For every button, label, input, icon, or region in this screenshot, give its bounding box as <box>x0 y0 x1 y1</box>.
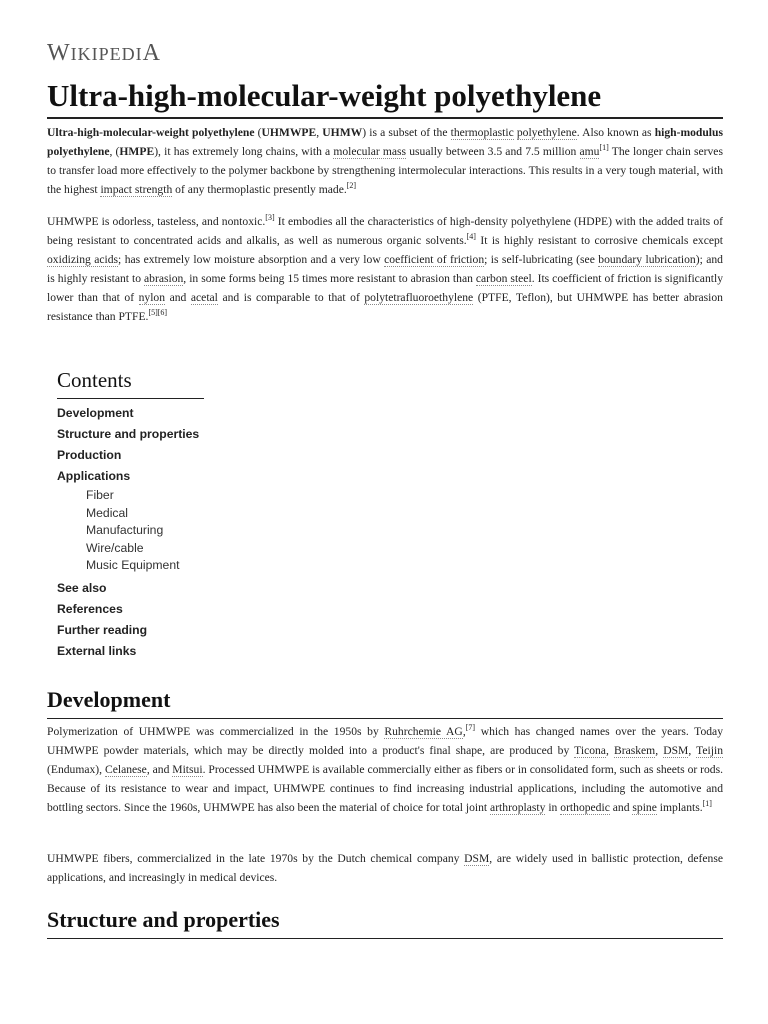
toc-subitem-medical[interactable]: Medical <box>86 505 128 520</box>
toc-item-see-also[interactable]: See also <box>57 580 107 595</box>
bold-term: UHMWPE <box>261 126 317 139</box>
development-paragraph-2: UHMWPE fibers, commercialized in the late 1970s by the Dutch chemical company DSM, are widely used in ballistic protection, defense applications, and increasingly in medical devices. <box>47 852 723 884</box>
intro-paragraph-1: Ultra-high-molecular-weight polyethylene (UHMWPE, UHMW) is a subset of the thermoplastic polyethylene. Also known as high-modulus polyethylene, (HMPE), it has extremely long chains, with a molecular mass usually between 3.5 and 7.5 million amu[1] The longer chain serves to transfer load more effectively to the polymer backbone by strengthening intermolecular interactions. This results in a very tough material, with the highest impact strength of any thermoplastic presently made.[2] <box>47 126 723 196</box>
link-nylon[interactable]: nylon <box>138 291 166 304</box>
wikipedia-logo[interactable]: WIKIPEDIA <box>47 40 161 66</box>
toc-item-development[interactable]: Development <box>57 406 134 420</box>
reference-4[interactable]: [4] <box>466 232 476 242</box>
reference-1[interactable]: [1] <box>599 143 609 153</box>
link-oxidizing-acids[interactable]: oxidizing acids <box>47 253 119 266</box>
link-dsm[interactable]: DSM <box>464 852 490 865</box>
link-abrasion[interactable]: abrasion <box>144 272 184 285</box>
link-thermoplastic[interactable]: thermoplastic <box>450 126 514 139</box>
toc-list <box>57 403 357 662</box>
link-ruhrchemie-ag[interactable]: Ruhrchemie AG <box>384 725 463 738</box>
link-spine[interactable]: spine <box>632 801 657 814</box>
toc-item-further-reading[interactable]: Further reading <box>57 622 148 637</box>
reference-5-6[interactable]: [5][6] <box>148 308 168 318</box>
toc-item-external-links[interactable]: External links <box>57 643 137 658</box>
link-coefficient-of-friction[interactable]: coefficient of friction <box>384 253 485 266</box>
link-braskem[interactable]: Braskem <box>613 744 656 757</box>
section-heading-development: Development <box>47 686 723 719</box>
link-mitsui[interactable]: Mitsui <box>172 763 203 776</box>
reference-7[interactable]: [7] <box>465 723 476 733</box>
link-carbon-steel[interactable]: carbon steel <box>475 272 532 285</box>
toc-subitem-music-equipment[interactable]: Music Equipment <box>86 558 180 572</box>
reference-3[interactable]: [3] <box>265 213 275 223</box>
link-teijin[interactable]: Teijin <box>696 744 724 757</box>
link-boundary-lubrication[interactable]: boundary lubrication <box>598 253 696 266</box>
toc-item-production[interactable]: Production <box>57 448 122 462</box>
link-polytetrafluoroethylene[interactable]: polytetrafluoroethylene <box>364 291 474 304</box>
link-arthroplasty[interactable]: arthroplasty <box>490 801 546 814</box>
link-orthopedic[interactable]: orthopedic <box>560 801 610 814</box>
bold-term: high-modulus polyethylene <box>47 126 723 158</box>
reference-2[interactable]: [2] <box>346 181 357 191</box>
link-acetal[interactable]: acetal <box>190 291 218 304</box>
toc-item-references[interactable]: References <box>57 601 123 616</box>
bold-term: HMPE <box>119 145 155 158</box>
bold-term: Ultra-high-molecular-weight polyethylene <box>47 126 255 139</box>
development-paragraph-1: Polymerization of UHMWPE was commercialized in the 1950s by Ruhrchemie AG,[7] which has changed names over the years. Today UHMWPE powder materials, which may be directly molded into a product's final shape, are produced by Ticona, Braskem, DSM, Teijin (Endumax), Celanese, and Mitsui. Processed UHMWPE is available commercially either as fibers or in consolidated form, such as sheets or rods. Because of its resistance to wear and impact, UHMWPE continues to find increasing industrial applications, including the automotive and bottling sectors. Since the 1960s, UHMWPE has also been the material of choice for total joint arthroplasty in orthopedic and spine implants.[1] <box>47 723 724 814</box>
link-impact-strength[interactable]: impact strength <box>100 183 173 196</box>
section-heading-structure-and-properties: Structure and properties <box>47 906 723 939</box>
toc-item-applications[interactable]: Applications <box>57 469 131 483</box>
toc-subitem-fiber[interactable]: Fiber <box>86 488 114 502</box>
link-dsm[interactable]: DSM <box>663 744 689 757</box>
toc-subitem-manufacturing[interactable]: Manufacturing <box>86 523 164 537</box>
table-of-contents <box>57 368 357 662</box>
intro-paragraph-2: UHMWPE is odorless, tasteless, and nontoxic.[3] It embodies all the characteristics of high-density polyethylene (HDPE) with the added traits of being resistant to concentrated acids and alkalis, as well as numerous organic solvents.[4] It is highly resistant to corrosive chemicals except oxidizing acids; has extremely low moisture absorption and a very low coefficient of friction; is self-lubricating (see boundary lubrication); and is highly resistant to abrasion, in some forms being 15 times more resistant to abrasion than carbon steel. Its coefficient of friction is significantly lower than that of nylon and acetal and is comparable to that of polytetrafluoroethylene (PTFE, Teflon), but UHMWPE has better abrasion resistance than PTFE.[5][6] <box>47 213 724 323</box>
link-polyethylene[interactable]: polyethylene <box>516 126 577 139</box>
bold-term: UHMW <box>322 126 363 139</box>
page-title: Ultra-high-molecular-weight polyethylene <box>47 76 723 119</box>
toc-subitem-wire-cable[interactable]: Wire/cable <box>86 540 144 555</box>
link-ticona[interactable]: Ticona <box>574 744 606 757</box>
link-molecular-mass[interactable]: molecular mass <box>333 145 407 158</box>
link-celanese[interactable]: Celanese <box>104 763 147 776</box>
link-amu[interactable]: amu <box>579 145 600 158</box>
reference-1[interactable]: [1] <box>702 799 712 809</box>
toc-item-structure-and-properties[interactable]: Structure and properties <box>57 427 200 441</box>
toc-title: Contents <box>57 368 204 399</box>
